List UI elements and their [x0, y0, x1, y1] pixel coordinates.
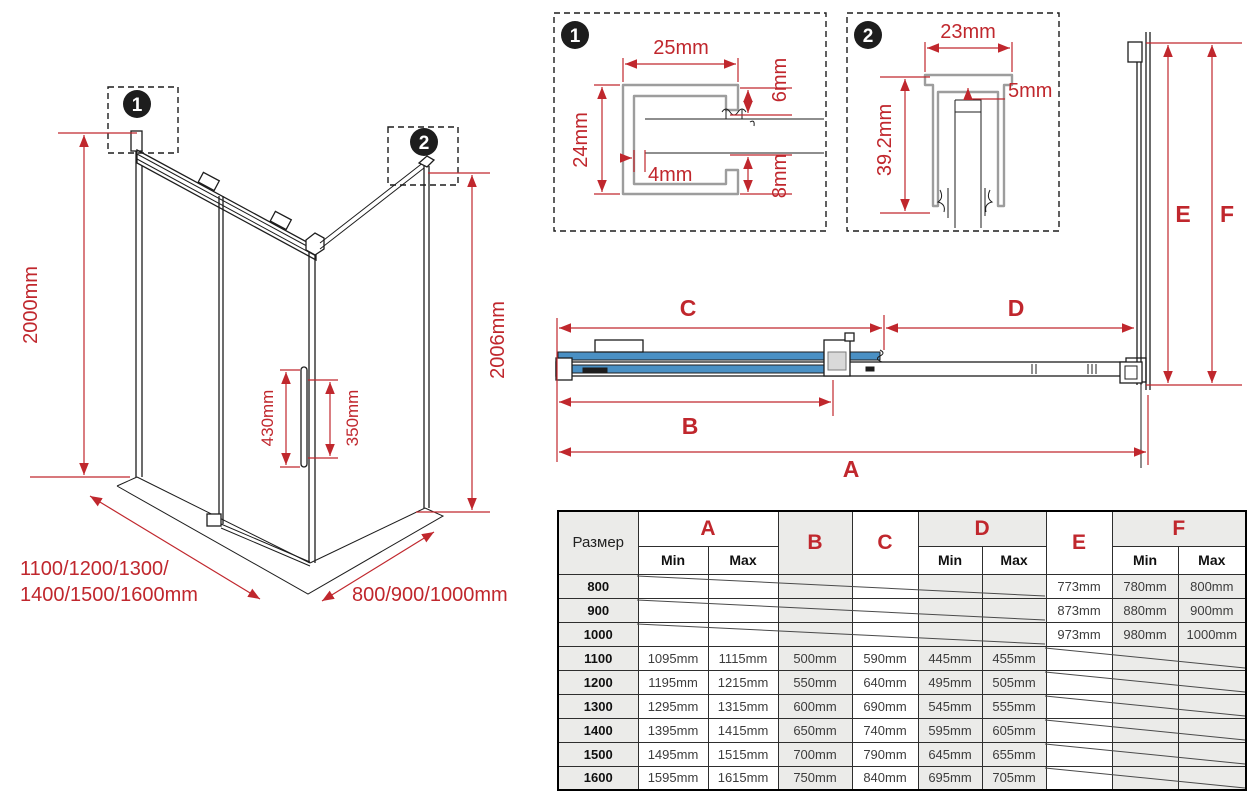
cell-d-max	[982, 622, 1046, 646]
cell-b: 500mm	[778, 646, 852, 670]
elev-side-panel	[1137, 45, 1141, 385]
cell-c: 590mm	[852, 646, 918, 670]
cell-d-max: 505mm	[982, 670, 1046, 694]
cell-e	[1046, 670, 1112, 694]
cell-f-max	[1178, 766, 1246, 790]
left-frame-cap	[131, 131, 142, 151]
cell-f-min	[1112, 670, 1178, 694]
cell-a-max: 1615mm	[708, 766, 778, 790]
cell-f-max: 800mm	[1178, 574, 1246, 598]
cell-d-min	[918, 598, 982, 622]
cell-d-max: 705mm	[982, 766, 1046, 790]
cell-d-min: 495mm	[918, 670, 982, 694]
row-size: 1400	[558, 718, 638, 742]
d-max-header: Max	[982, 546, 1046, 574]
cell-e: 973mm	[1046, 622, 1112, 646]
cell-b: 550mm	[778, 670, 852, 694]
col-header-size: Размер	[558, 511, 638, 574]
cell-a-max: 1215mm	[708, 670, 778, 694]
d1-gap-ticks	[634, 150, 645, 172]
col-header-a: A	[638, 511, 778, 546]
top-rail	[137, 150, 316, 260]
cell-d-min	[918, 622, 982, 646]
d1-width-label: 25mm	[653, 37, 709, 59]
header-row-letters	[558, 511, 1246, 546]
d1-lipbottom-label: 8mm	[769, 153, 791, 199]
right-bottom-edge	[310, 508, 425, 563]
cell-a-max: 1515mm	[708, 742, 778, 766]
cell-a-min	[638, 598, 708, 622]
row-size: 1600	[558, 766, 638, 790]
f-max-header: Max	[1178, 546, 1246, 574]
cell-b: 600mm	[778, 694, 852, 718]
profile1-seal-clip	[722, 109, 754, 126]
plan-roller	[828, 352, 846, 370]
cell-a-max: 1315mm	[708, 694, 778, 718]
cell-b	[778, 622, 852, 646]
row-size: 1000	[558, 622, 638, 646]
cell-e	[1046, 718, 1112, 742]
table-row	[558, 574, 1246, 598]
door-bottom-rail	[221, 524, 310, 566]
plan-view	[545, 280, 1170, 480]
handle-inner-ticks	[308, 380, 338, 458]
size-table-container	[557, 510, 1247, 791]
d1-width-ticks	[623, 58, 738, 82]
col-header-f: F	[1112, 511, 1246, 546]
cell-d-max	[982, 598, 1046, 622]
corner-cap	[306, 233, 324, 255]
marker-2-number: 2	[418, 133, 430, 154]
size-table	[557, 510, 1247, 791]
iso-width-label-line1: 1100/1200/1300/	[20, 558, 169, 580]
cell-c	[852, 598, 918, 622]
profile2-seal-clips	[938, 188, 992, 218]
row-size: 1300	[558, 694, 638, 718]
col-header-c: C	[852, 511, 918, 574]
height-right-ticks	[416, 173, 490, 512]
table-row	[558, 598, 1246, 622]
cell-a-max: 1415mm	[708, 718, 778, 742]
profile2-glass	[955, 100, 981, 228]
d1-gap-label: 4mm	[648, 164, 693, 186]
d-min-header: Min	[918, 546, 982, 574]
left-frame	[136, 150, 142, 477]
table-row	[558, 670, 1246, 694]
cell-a-max: 1115mm	[708, 646, 778, 670]
plan-d-label: D	[1007, 295, 1025, 321]
cell-a-max	[708, 598, 778, 622]
elev-wall-profile	[1146, 32, 1150, 390]
profile1-glass-lines	[645, 119, 824, 153]
cell-c: 790mm	[852, 742, 918, 766]
cell-b: 700mm	[778, 742, 852, 766]
cell-f-min	[1112, 646, 1178, 670]
table-row	[558, 742, 1246, 766]
plan-bracket-nub	[845, 333, 854, 341]
cell-c: 740mm	[852, 718, 918, 742]
table-row	[558, 622, 1246, 646]
cell-f-max	[1178, 718, 1246, 742]
cell-b: 750mm	[778, 766, 852, 790]
elev-bottom-bracket	[1120, 362, 1142, 383]
cell-a-min	[638, 622, 708, 646]
cell-d-max: 605mm	[982, 718, 1046, 742]
elev-top-bracket	[1128, 42, 1142, 62]
cell-c	[852, 622, 918, 646]
cell-f-max	[1178, 670, 1246, 694]
corner-post	[309, 247, 315, 563]
col-header-e: E	[1046, 511, 1112, 574]
cell-a-min: 1095mm	[638, 646, 708, 670]
cell-e: 873mm	[1046, 598, 1112, 622]
cell-a-min: 1395mm	[638, 718, 708, 742]
cell-f-max	[1178, 646, 1246, 670]
cell-a-max	[708, 574, 778, 598]
plan-b-label: B	[681, 413, 699, 439]
cell-f-min	[1112, 742, 1178, 766]
table-row	[558, 646, 1246, 670]
cell-d-max: 455mm	[982, 646, 1046, 670]
cell-a-max	[708, 622, 778, 646]
cell-f-min	[1112, 694, 1178, 718]
cell-c: 690mm	[852, 694, 918, 718]
cell-e	[1046, 694, 1112, 718]
cell-d-min: 595mm	[918, 718, 982, 742]
col-header-d: D	[918, 511, 1046, 546]
d2-width-label: 23mm	[940, 21, 996, 43]
d2-gap-label: 5mm	[1008, 80, 1053, 102]
plan-mid-detail	[866, 367, 874, 371]
cell-d-min: 445mm	[918, 646, 982, 670]
cell-d-max: 655mm	[982, 742, 1046, 766]
plan-cd-ticks	[557, 315, 884, 462]
d2-width-ticks	[925, 42, 1012, 72]
d1-height-label: 24mm	[570, 112, 592, 168]
cell-a-min: 1595mm	[638, 766, 708, 790]
cell-e	[1046, 646, 1112, 670]
col-header-b: B	[778, 511, 852, 574]
iso-width-label-line2: 1400/1500/1600mm	[20, 584, 198, 606]
cell-f-max	[1178, 742, 1246, 766]
cell-c: 840mm	[852, 766, 918, 790]
d1-height-ticks	[594, 85, 620, 194]
detail2-marker-number: 2	[862, 26, 874, 47]
row-size: 1100	[558, 646, 638, 670]
marker-1-number: 1	[131, 95, 143, 116]
wall-top-edge	[320, 162, 424, 249]
table-row	[558, 694, 1246, 718]
right-panel-cap	[419, 156, 434, 167]
cell-d-min: 645mm	[918, 742, 982, 766]
cell-f-min: 980mm	[1112, 622, 1178, 646]
handle-outer-ticks	[280, 370, 300, 467]
row-size: 800	[558, 574, 638, 598]
table-row	[558, 766, 1246, 790]
cell-a-min: 1195mm	[638, 670, 708, 694]
cell-f-min	[1112, 766, 1178, 790]
cell-d-min: 545mm	[918, 694, 982, 718]
iso-depth-label: 800/900/1000mm	[352, 584, 508, 606]
cell-c: 640mm	[852, 670, 918, 694]
elev-f-label: F	[1219, 201, 1235, 227]
cell-b	[778, 574, 852, 598]
cell-e: 773mm	[1046, 574, 1112, 598]
cell-b: 650mm	[778, 718, 852, 742]
iso-height-left-label: 2000mm	[20, 266, 42, 344]
plan-c-label: C	[679, 295, 697, 321]
row-size: 1500	[558, 742, 638, 766]
cell-f-max	[1178, 694, 1246, 718]
side-elevation	[1100, 25, 1250, 455]
cell-f-min: 780mm	[1112, 574, 1178, 598]
elev-e-label: E	[1175, 201, 1191, 227]
d1-liptop-label: 6mm	[769, 57, 791, 103]
cell-a-min: 1495mm	[638, 742, 708, 766]
plan-left-detail	[583, 368, 607, 372]
right-panel	[424, 166, 429, 508]
cell-c	[852, 574, 918, 598]
cell-a-min	[638, 574, 708, 598]
door-edge	[219, 196, 223, 524]
row-size: 900	[558, 598, 638, 622]
plan-end-cap-left	[556, 358, 572, 380]
cell-d-min: 695mm	[918, 766, 982, 790]
cell-d-min	[918, 574, 982, 598]
row-size: 1200	[558, 670, 638, 694]
a-max-header: Max	[708, 546, 778, 574]
a-min-header: Min	[638, 546, 708, 574]
plan-bracket-left	[595, 340, 643, 352]
cell-f-max: 900mm	[1178, 598, 1246, 622]
cell-d-max: 555mm	[982, 694, 1046, 718]
table-row	[558, 718, 1246, 742]
isometric-view	[0, 60, 555, 625]
cell-e	[1046, 742, 1112, 766]
cell-a-min: 1295mm	[638, 694, 708, 718]
cell-f-min: 880mm	[1112, 598, 1178, 622]
cell-b	[778, 598, 852, 622]
door-foot	[207, 514, 221, 526]
cell-f-max: 1000mm	[1178, 622, 1246, 646]
cell-e	[1046, 766, 1112, 790]
plan-a-label: A	[842, 456, 860, 480]
cell-f-min	[1112, 718, 1178, 742]
f-min-header: Min	[1112, 546, 1178, 574]
cell-d-max	[982, 574, 1046, 598]
handle-outer-label: 430mm	[258, 389, 277, 447]
handle-inner-label: 350mm	[343, 389, 362, 447]
iso-height-right-label: 2006mm	[487, 301, 509, 379]
door-handle	[301, 367, 307, 467]
detail1-marker-number: 1	[569, 26, 581, 47]
detail-1-profile	[548, 8, 838, 240]
d2-height-label: 39.2mm	[874, 103, 896, 177]
detail-2-profile	[840, 8, 1068, 240]
